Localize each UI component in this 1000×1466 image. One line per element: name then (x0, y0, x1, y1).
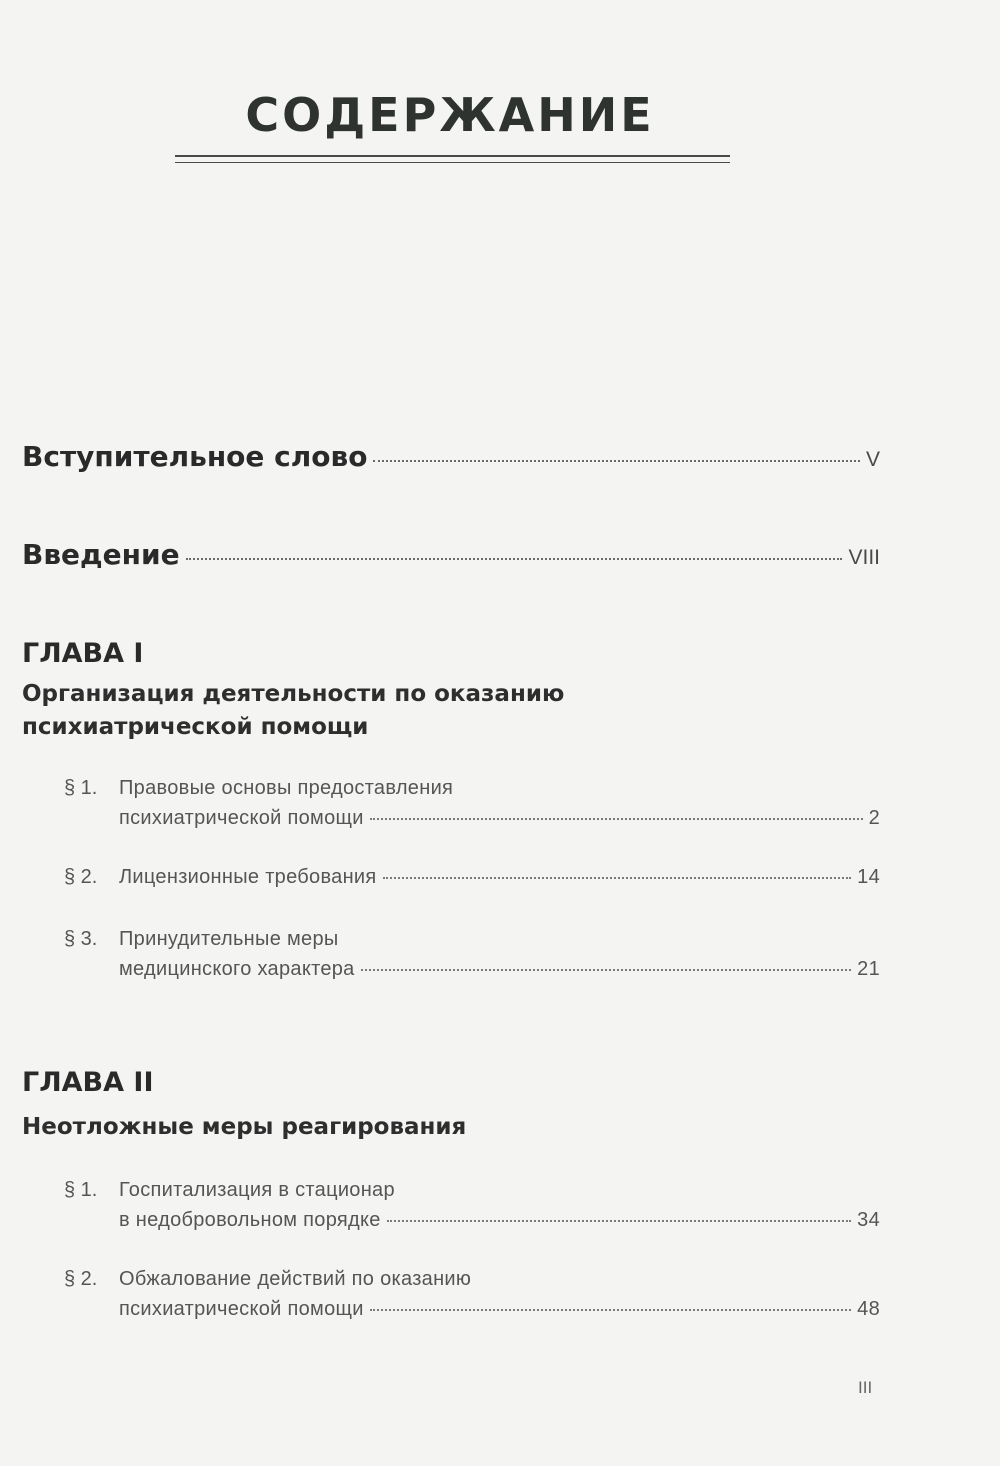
section-entry-row (119, 866, 880, 889)
section-number: § 2. (64, 1268, 98, 1290)
section-entry-row (119, 958, 880, 981)
section-title-line: психиатрической помощи (119, 1298, 364, 1320)
section-title-line: психиатрической помощи (119, 807, 364, 829)
section-page: 21 (857, 958, 880, 980)
section-page: 34 (857, 1209, 880, 1231)
page-number: III (858, 1378, 873, 1397)
toc-entry-label: Вступительное слово (22, 440, 368, 473)
chapter-heading: ГЛАВА I (22, 638, 144, 669)
section-title-line: Правовые основы предоставления (119, 777, 454, 799)
section-page: 48 (857, 1298, 880, 1320)
section-page: 14 (857, 866, 880, 888)
section-number: § 2. (64, 866, 98, 888)
section-number: § 1. (64, 1179, 98, 1201)
toc-entry-label: Введение (22, 538, 180, 571)
section-title-line: Лицензионные требования (119, 866, 377, 888)
title-underline-thin (175, 162, 730, 163)
dot-leader (361, 969, 852, 971)
section-title-line: Принудительные меры (119, 928, 339, 950)
dot-leader (370, 818, 863, 820)
page-title: СОДЕРЖАНИЕ (245, 88, 655, 142)
section-title-line: медицинского характера (119, 958, 355, 980)
section-title-line: в недобровольном порядке (119, 1209, 381, 1231)
title-underline (175, 155, 730, 157)
section-number: § 3. (64, 928, 98, 950)
toc-entry-foreword[interactable] (22, 440, 880, 473)
dot-leader (373, 460, 860, 462)
section-entry-row (119, 1209, 880, 1232)
chapter-heading: ГЛАВА II (22, 1067, 154, 1098)
toc-entry-page: V (865, 448, 880, 471)
dot-leader (387, 1220, 851, 1222)
chapter-title: Организация деятельности по оказанию психиатрической помощи (22, 681, 565, 740)
section-entry-row (119, 807, 880, 830)
section-page: 2 (868, 807, 880, 829)
section-entry-row (119, 1298, 880, 1321)
section-title-line: Госпитализация в стационар (119, 1179, 395, 1201)
toc-entry-page: VIII (848, 546, 880, 569)
section-title-line: Обжалование действий по оказанию (119, 1268, 472, 1290)
dot-leader (186, 558, 843, 560)
chapter-title: Неотложные меры реагирования (22, 1114, 467, 1140)
section-number: § 1. (64, 777, 98, 799)
toc-entry-introduction[interactable] (22, 538, 880, 571)
dot-leader (383, 877, 852, 879)
dot-leader (370, 1309, 851, 1311)
